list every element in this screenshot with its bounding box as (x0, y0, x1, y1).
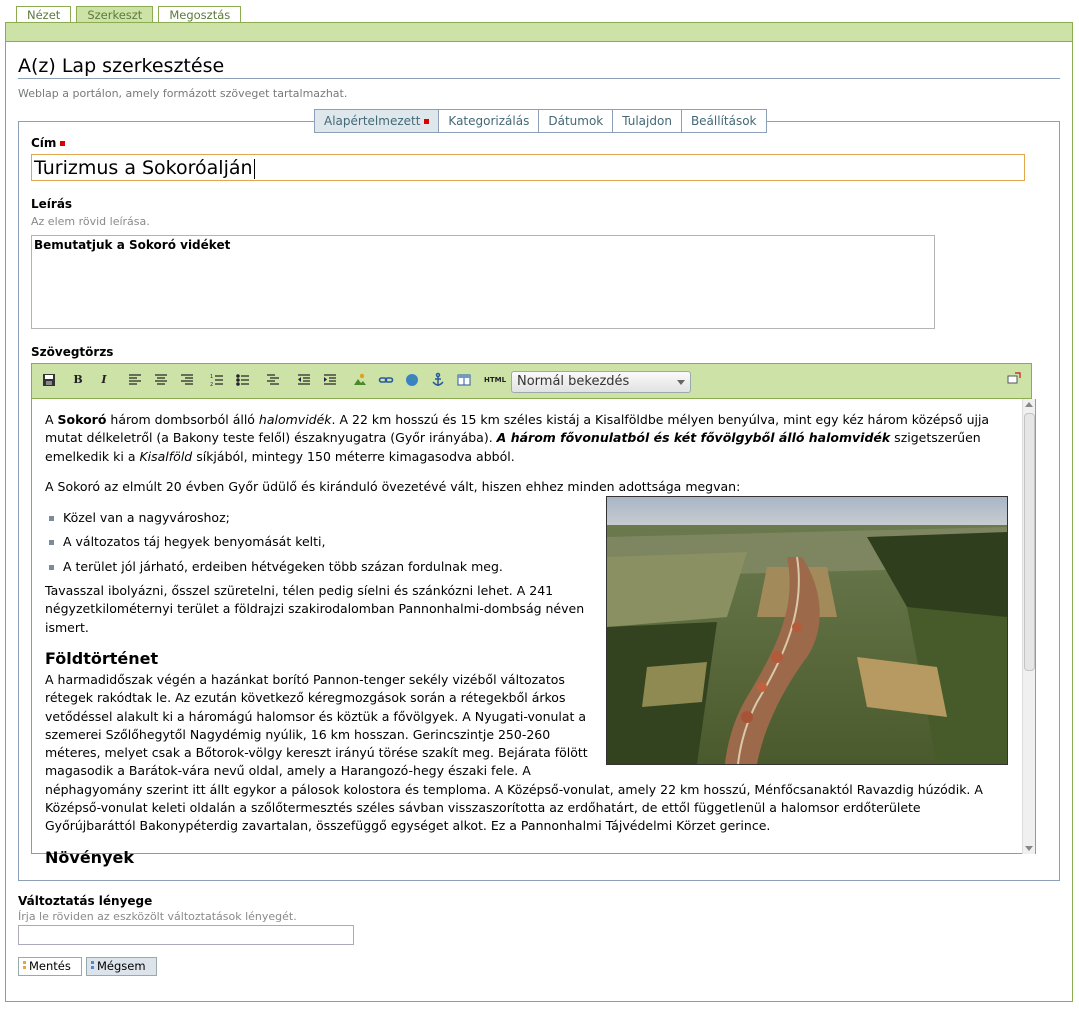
body-paragraph: A harmadidőszak végén a hazánkat borító Pannon-tenger sekély vizéből változatos rétegek rakódtak le. Az ezután következő kéregmozgások során a rétegekből árkos vetődéssel alakult ki a háromágú halomsor és köztük a fővölgyek. A Nyugati-vonulat a szemerei Szőlőhegytől Nagydémig nyúlik, 16 km hosszan. Gerincszintje 250-260 méteres, melyet csak a Bőtorok-völgy kereszt irányú törése szakít meg. Bejárata fölött magasodik a Barátok-vára nevű oldal, amely a Harangozó-hegy északi fele. A néphagyomány szerint itt állt egykor a pálosok kolostora és temploma. A Középső-vonulat, amely 22 km hosszú, Ménfőcsanaktól Ravazdig húzódik. A Középső-vonulat keleti oldalán a szőlőtermesztés széles sávban visszaszorította az erdőhatárt, de ettől függetlenül a halomsor erdőterülete Győrújbaráttól Bakonypéterdig zavartalan, összefüggő egységet alkot. Ez a Pannonhalmi Tájvédelmi Körzet gerince. (45, 671, 983, 834)
description-label: Leírás (31, 197, 73, 211)
form-tab-ownership[interactable]: Tulajdon (612, 110, 681, 132)
title-label-text: Cím (31, 136, 57, 150)
changes-help: Írja le röviden az eszközölt változtatások lényegét. (18, 910, 297, 923)
align-right-icon[interactable] (179, 372, 195, 388)
editor-scrollbar[interactable] (1022, 399, 1035, 854)
form-tab-default-label: Alapértelmezett (324, 114, 421, 128)
svg-text:2: 2 (210, 382, 214, 388)
body-label: Szövegtörzs (31, 345, 114, 359)
tab-view[interactable]: Nézet (16, 6, 71, 23)
html-source-icon[interactable]: HTML (484, 376, 507, 384)
section-heading: Növények (45, 847, 134, 867)
changes-label: Változtatás lényege (18, 894, 153, 908)
external-link-icon[interactable] (404, 372, 420, 388)
body-list (49, 509, 1007, 576)
changes-input[interactable] (18, 925, 354, 945)
insert-image-icon[interactable] (352, 372, 368, 388)
bold-icon[interactable]: B (73, 373, 83, 386)
section-heading: Földtörténet (45, 648, 159, 668)
button-grip-icon (91, 961, 94, 972)
definition-list-icon[interactable] (265, 372, 281, 388)
ordered-list-icon[interactable] (209, 372, 225, 388)
tab-sharing[interactable]: Megosztás (158, 6, 241, 23)
description-help: Az elem rövid leírása. (31, 215, 150, 228)
title-input-value: Turizmus a Sokoróalján (34, 157, 253, 179)
align-center-icon[interactable] (153, 372, 169, 388)
cancel-button[interactable]: Mégsem (86, 957, 157, 976)
view-tabs (16, 6, 241, 23)
page-title: A(z) Lap szerkesztése (18, 55, 225, 77)
save-icon[interactable] (41, 372, 57, 388)
form-tab-settings[interactable]: Beállítások (681, 110, 766, 132)
editor-content (45, 411, 1007, 870)
body-paragraph: A Sokoró három dombsorból álló halomvidék. A 22 km hosszú és 15 km széles kistáj a Kisalföldbe mélyen benyúlva, mint egy kéz három középső ujja mutat délkeletről (a Bakony teste felől) északnyugatra (Győr irányába). A három fővonulatból és két fővölgyből álló halomvidék szigetszerűen emelkedik ki a Kisalföld síkjából, mintegy 150 méterre kimagasodva abból. (45, 412, 990, 464)
bullet-list-icon[interactable] (235, 372, 251, 388)
insert-link-icon[interactable] (378, 372, 394, 388)
save-button[interactable]: Mentés (18, 957, 82, 976)
required-icon (60, 141, 65, 146)
paragraph-format-value: Normál bekezdés (517, 374, 630, 389)
body-paragraph: Tavasszal ibolyázni, ősszel szüretelni, télen pedig síelni és szánkózni lehet. A 241 négyzetkilométernyi terület a földrajzi szakirodalomban Pannonhalmi-dombság néven ismert. (45, 583, 585, 635)
align-left-icon[interactable] (127, 372, 143, 388)
body-paragraph: A Sokoró az elmúlt 20 évben Győr üdülő és kiránduló övezetévé vált, hiszen ehhez minden adottsága megvan: (45, 478, 741, 494)
button-grip-icon (23, 961, 26, 972)
content-header-band (5, 22, 1073, 42)
fullscreen-icon[interactable] (1007, 372, 1021, 388)
page-description: Weblap a portálon, amely formázott szöveget tartalmazhat. (18, 87, 348, 100)
rich-text-editor[interactable] (31, 399, 1036, 867)
scroll-up-icon[interactable] (1025, 402, 1033, 407)
table-icon[interactable] (456, 372, 472, 388)
anchor-icon[interactable] (430, 372, 446, 388)
required-icon (424, 119, 429, 124)
list-item: Közel van a nagyvároshoz; (49, 509, 1007, 527)
outdent-icon[interactable] (296, 372, 312, 388)
list-item: A terület jól járható, erdeiben hétvégeken több százan fordulnak meg. (49, 558, 1007, 576)
scroll-down-icon[interactable] (1025, 846, 1033, 851)
svg-text:1: 1 (210, 374, 214, 380)
form-tab-default[interactable] (315, 110, 438, 132)
description-textarea[interactable]: Bemutatjuk a Sokoró vidéket (31, 235, 935, 329)
title-input[interactable] (31, 154, 1025, 181)
form-tab-dates[interactable]: Dátumok (538, 110, 612, 132)
indent-icon[interactable] (322, 372, 338, 388)
form-tabs (314, 109, 767, 133)
scrollbar-thumb[interactable] (1024, 413, 1035, 671)
chevron-down-icon (677, 380, 685, 385)
paragraph-format-select[interactable] (511, 371, 691, 393)
italic-icon[interactable]: I (101, 373, 107, 386)
form-tab-categorization[interactable]: Kategorizálás (438, 110, 538, 132)
list-item: A változatos táj hegyek benyomását kelti, (49, 533, 1007, 551)
text-cursor (254, 159, 255, 179)
tab-edit[interactable]: Szerkeszt (76, 6, 153, 23)
title-divider (18, 78, 1060, 79)
title-label (31, 136, 65, 150)
editor-toolbar (31, 363, 1032, 399)
